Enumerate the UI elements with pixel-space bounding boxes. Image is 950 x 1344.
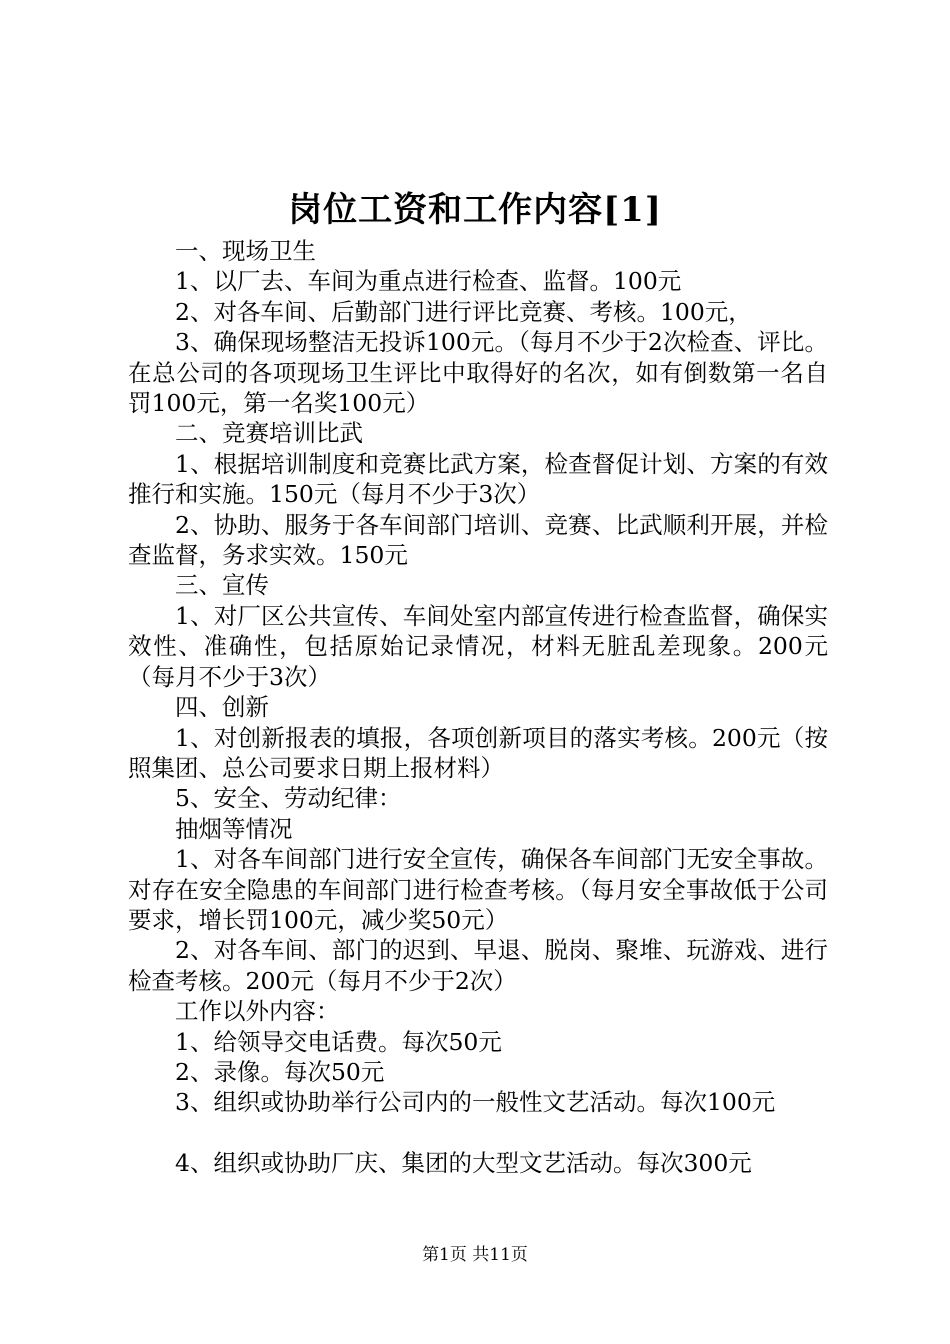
paragraph: 3、组织或协助举行公司内的一般性文艺活动。每次100元 xyxy=(175,1088,776,1117)
paragraph: 2、录像。每次50元 xyxy=(175,1057,385,1086)
paragraph: 1、对创新报表的填报，各项创新项目的落实考核。200元（按照集团、总公司要求日期上报材料） xyxy=(128,723,828,782)
paragraph: 3、确保现场整洁无投诉100元。（每月不少于2次检查、评比。在总公司的各项现场卫生评比中取得好的名次，如有倒数第一名自罚100元，第一名奖100元） xyxy=(128,328,828,418)
section-heading: 二、竞赛培训比武 xyxy=(175,419,363,448)
document-body xyxy=(128,236,828,1178)
section-heading: 5、安全、劳动纪律： xyxy=(175,784,402,813)
section-heading: 三、宣传 xyxy=(175,571,269,600)
paragraph: 1、对各车间部门进行安全宣传，确保各车间部门无安全事故。对存在安全隐患的车间部门进行检查考核。（每月安全事故低于公司要求，增长罚100元，减少奖50元） xyxy=(128,845,828,934)
paragraph: 1、根据培训制度和竞赛比武方案，检查督促计划、方案的有效推行和实施。150元（每月不少于3次） xyxy=(128,449,828,509)
paragraph: 2、协助、服务于各车间部门培训、竞赛、比武顺利开展，并检查监督，务求实效。150元 xyxy=(128,510,828,570)
blank-line xyxy=(128,1118,828,1148)
paragraph: 抽烟等情况 xyxy=(175,814,293,843)
section-heading: 工作以外内容： xyxy=(175,997,340,1026)
paragraph: 1、以厂去、车间为重点进行检查、监督。100元 xyxy=(175,267,682,296)
section-heading: 一、现场卫生 xyxy=(175,237,316,265)
paragraph: 1、给领导交电话费。每次50元 xyxy=(175,1027,502,1056)
document-title: 岗位工资和工作内容[1] xyxy=(288,190,662,230)
section-heading: 四、创新 xyxy=(175,693,269,722)
paragraph: 4、组织或协助厂庆、集团的大型文艺活动。每次300元 xyxy=(175,1148,752,1177)
paragraph: 2、对各车间、后勤部门进行评比竞赛、考核。100元， xyxy=(175,297,752,326)
paragraph: 1、对厂区公共宣传、车间处室内部宣传进行检查监督，确保实效性、准确性，包括原始记录情况，材料无脏乱差现象。200元（每月不少于3次） xyxy=(128,601,828,691)
paragraph: 2、对各车间、部门的迟到、早退、脱岗、聚堆、玩游戏、进行检查考核。200元（每月不少于2次） xyxy=(128,936,828,995)
page-footer: 第1页 共11页 xyxy=(422,1245,528,1265)
